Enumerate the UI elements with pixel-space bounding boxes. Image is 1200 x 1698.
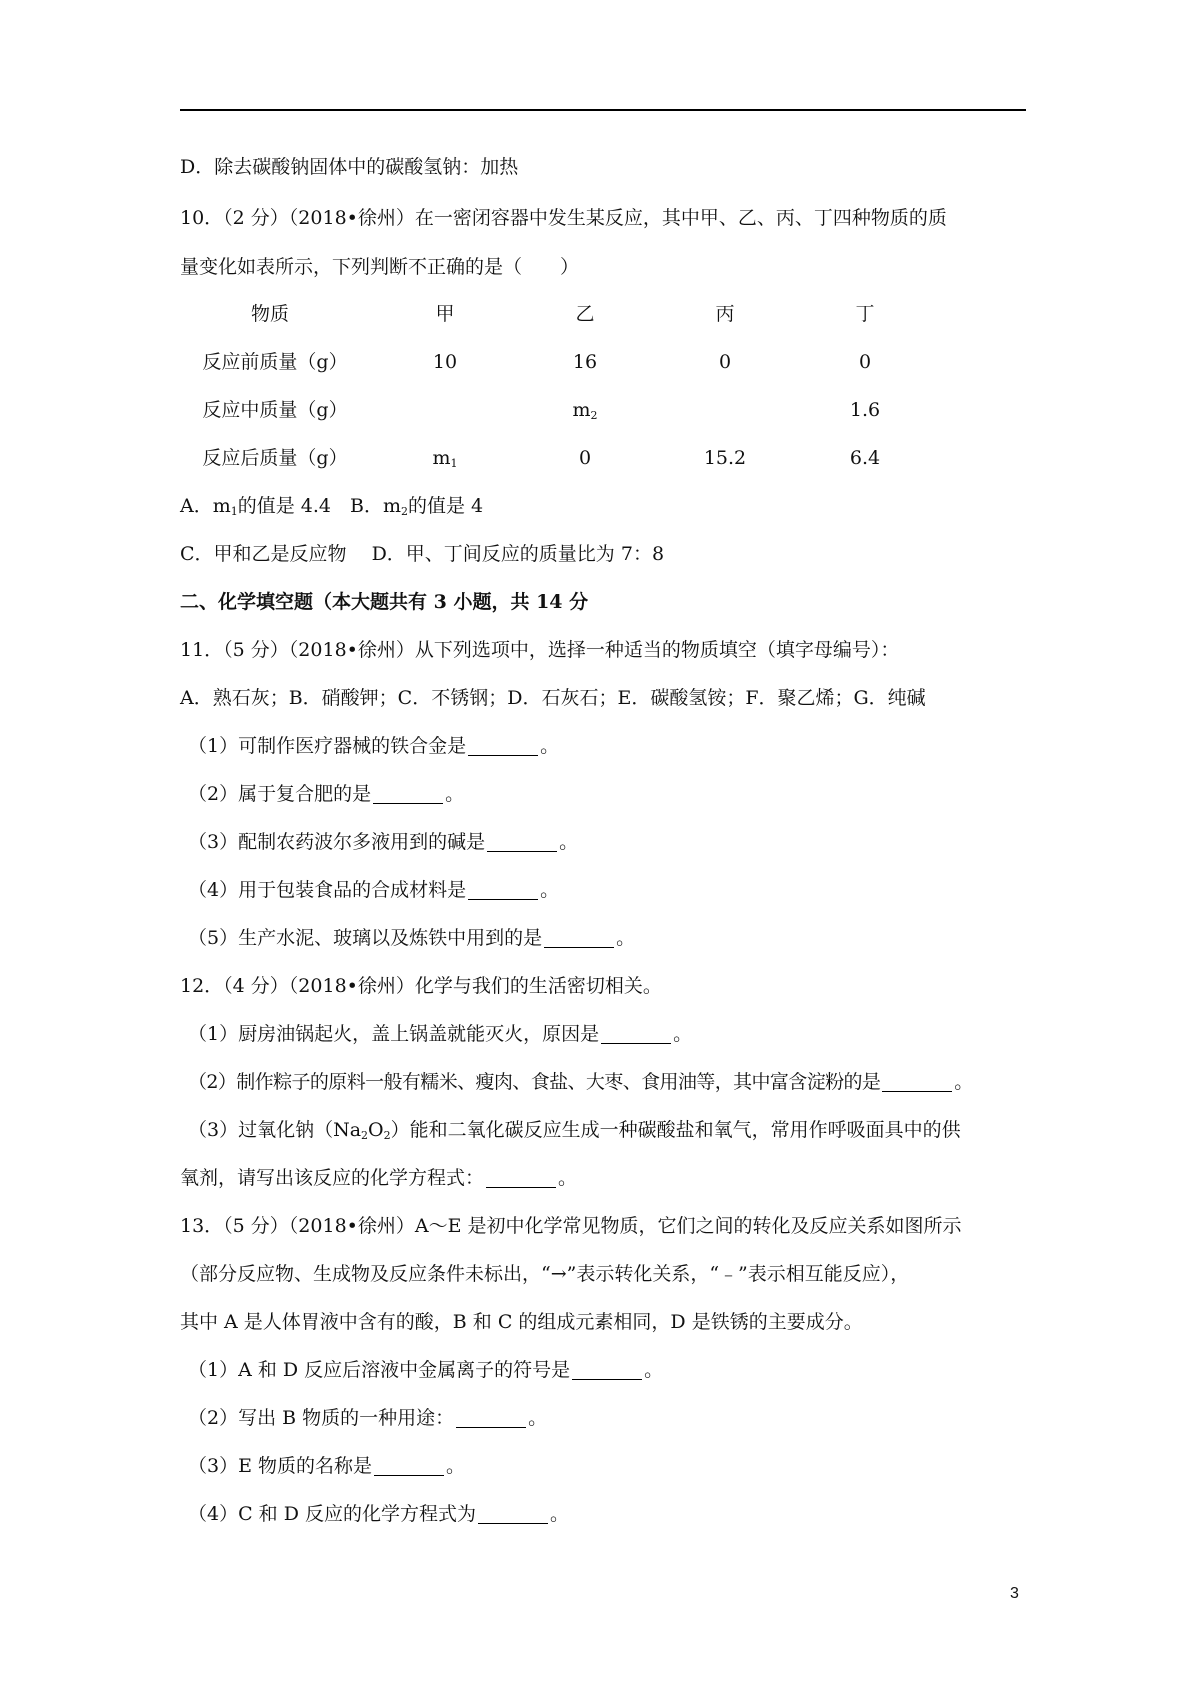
table-cell-text: m <box>432 447 451 469</box>
text: 。 <box>954 1071 973 1093</box>
table-row-label: 反应后质量（g） <box>202 447 348 469</box>
table-cell: 10 <box>432 351 458 373</box>
table-cell: 1.6 <box>849 399 881 421</box>
answer-blank[interactable] <box>478 1505 548 1524</box>
text: （4）C 和 D 反应的化学方程式为 <box>188 1503 476 1525</box>
text: （4）用于包装食品的合成材料是 <box>188 879 467 901</box>
text: 。 <box>559 831 579 853</box>
subscript: 2 <box>383 1129 391 1142</box>
answer-blank[interactable] <box>456 1409 526 1428</box>
text: （5）生产水泥、玻璃以及炼铁中用到的是 <box>188 927 543 949</box>
subscript: 2 <box>361 1129 369 1142</box>
table-header-yi: 乙 <box>575 303 595 325</box>
answer-blank[interactable] <box>601 1025 671 1044</box>
q9-option-d: D．除去碳酸钠固体中的碳酸氢钠：加热 <box>180 156 519 178</box>
text: （2）制作粽子的原料一般有糯米、瘦肉、食盐、大枣、食用油等，其中富含淀粉的是 <box>188 1071 881 1093</box>
page-number: 3 <box>1010 1585 1019 1602</box>
text: 。 <box>616 927 636 949</box>
text: 。 <box>446 1455 466 1477</box>
q12-stem: 12．（4 分）（2018•徐州）化学与我们的生活密切相关。 <box>180 975 662 997</box>
table-row-label: 反应中质量（g） <box>202 399 348 421</box>
table-cell: 15.2 <box>703 447 747 469</box>
q11-part3 <box>188 830 578 854</box>
text: （2）属于复合肥的是 <box>188 783 372 805</box>
q11-part4 <box>188 878 559 902</box>
q10-stem-line2: 量变化如表所示，下列判断不正确的是（ ） <box>180 256 580 278</box>
q11-part1 <box>188 734 559 758</box>
q13-part4 <box>188 1502 569 1526</box>
text: （1）厨房油锅起火，盖上锅盖就能灭火，原因是 <box>188 1023 600 1045</box>
answer-blank[interactable] <box>468 737 538 756</box>
subscript: 1 <box>450 457 458 470</box>
q12-part1 <box>188 1022 692 1046</box>
text: 。 <box>549 1503 569 1525</box>
text: （3）配制农药波尔多液用到的碱是 <box>188 831 486 853</box>
table-cell: 6.4 <box>849 447 881 469</box>
q11-part2 <box>188 782 464 806</box>
q13-stem-line2: （部分反应物、生成物及反应条件未标出，“→”表示转化关系，“﹣”表示相互能反应）， <box>180 1263 910 1285</box>
q12-part3-line1 <box>188 1118 961 1148</box>
q10-stem-line1: 10．（2 分）（2018•徐州）在一密闭容器中发生某反应，其中甲、乙、丙、丁四种物质的质 <box>180 207 947 229</box>
answer-blank[interactable] <box>544 929 614 948</box>
text: 。 <box>558 1167 578 1189</box>
q11-options: A．熟石灰；B．硝酸钾；C．不锈钢；D．石灰石；E．碳酸氢铵；F．聚乙烯；G．纯碱 <box>180 687 926 709</box>
answer-blank[interactable] <box>486 1169 556 1188</box>
text: （2）写出 B 物质的一种用途： <box>188 1407 455 1429</box>
text: （3）E 物质的名称是 <box>188 1455 372 1477</box>
table-header-ding: 丁 <box>855 303 875 325</box>
answer-blank[interactable] <box>468 881 538 900</box>
q12-part3-line2 <box>180 1166 577 1190</box>
table-header-substance: 物质 <box>250 303 289 325</box>
q13-part3 <box>188 1454 465 1478</box>
table-header-bing: 丙 <box>715 303 735 325</box>
answer-blank[interactable] <box>882 1073 952 1092</box>
text: A．m <box>180 495 231 517</box>
q13-part2 <box>188 1406 547 1430</box>
answer-blank[interactable] <box>572 1361 642 1380</box>
table-cell: 0 <box>718 351 732 373</box>
subscript: 2 <box>401 505 408 518</box>
q10-options-ab <box>180 494 483 524</box>
subscript: 2 <box>590 409 598 422</box>
text: 。 <box>673 1023 693 1045</box>
table-cell-m1 <box>395 446 495 476</box>
table-cell-text: m <box>572 399 591 421</box>
text: 。 <box>540 735 560 757</box>
text: 。 <box>528 1407 548 1429</box>
q13-stem-line3: 其中 A 是人体胃液中含有的酸，B 和 C 的组成元素相同，D 是铁锈的主要成分。 <box>180 1311 863 1333</box>
table-cell: 16 <box>572 351 598 373</box>
text: 的值是 4 <box>408 495 484 517</box>
text: 。 <box>540 879 560 901</box>
q12-part2 <box>188 1070 973 1094</box>
table-cell: 0 <box>858 351 872 373</box>
q10-options-cd: C．甲和乙是反应物 D．甲、丁间反应的质量比为 7：8 <box>180 543 665 565</box>
q11-stem: 11．（5 分）（2018•徐州）从下列选项中，选择一种适当的物质填空（填字母编号）： <box>180 639 900 661</box>
text: ）能和二氧化碳反应生成一种碳酸盐和氧气，常用作呼吸面具中的供 <box>390 1119 961 1141</box>
text: 。 <box>445 783 465 805</box>
table-cell-m2 <box>535 398 635 428</box>
q13-stem-line1: 13．（5 分）（2018•徐州）A～E 是初中化学常见物质，它们之间的转化及反应关系如图所示 <box>180 1215 962 1237</box>
table-row-label: 反应前质量（g） <box>202 351 348 373</box>
text: 。 <box>644 1359 664 1381</box>
subscript: 1 <box>230 505 238 518</box>
text: （1）可制作医疗器械的铁合金是 <box>188 735 467 757</box>
header-rule <box>180 109 1026 111</box>
table-header-jia: 甲 <box>435 303 455 325</box>
text: （3）过氧化钠（Na <box>188 1119 362 1141</box>
text: 氧剂，请写出该反应的化学方程式： <box>180 1167 485 1189</box>
text: 的值是 4.4 B．m <box>237 495 401 517</box>
text: （1）A 和 D 反应后溶液中金属离子的符号是 <box>188 1359 571 1381</box>
text: O <box>368 1119 384 1141</box>
q13-part1 <box>188 1358 663 1382</box>
answer-blank[interactable] <box>487 833 557 852</box>
answer-blank[interactable] <box>373 785 443 804</box>
answer-blank[interactable] <box>374 1457 444 1476</box>
section-2-heading: 二、化学填空题（本大题共有 3 小题，共 14 分 <box>180 591 589 613</box>
table-cell: 0 <box>578 447 592 469</box>
q11-part5 <box>188 926 635 950</box>
